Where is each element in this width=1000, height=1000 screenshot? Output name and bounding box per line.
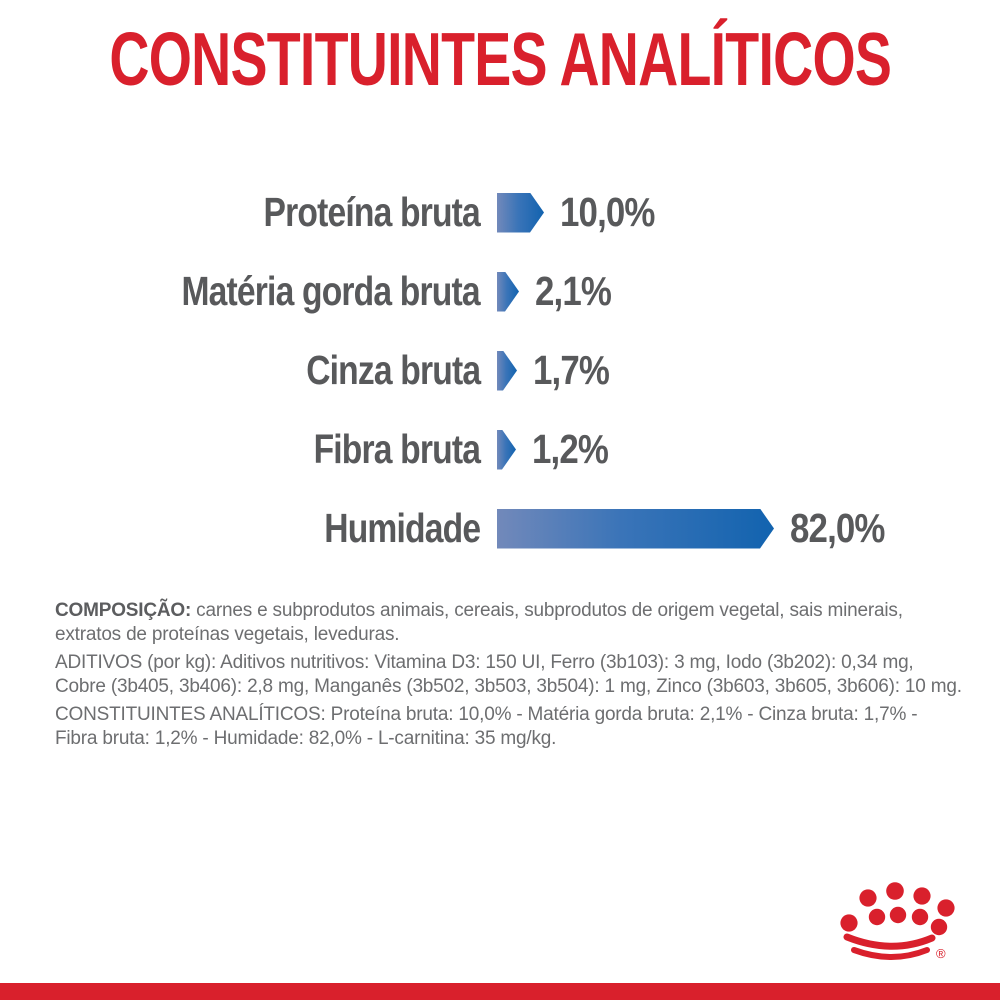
constituent-value: 2,1% <box>535 268 612 314</box>
chart-row <box>0 173 1000 252</box>
constituent-value: 1,2% <box>532 426 609 472</box>
constituent-label: Proteína bruta <box>263 189 480 235</box>
composition-paragraph <box>55 599 963 647</box>
constituents-bar-chart <box>0 173 1000 568</box>
additives-paragraph <box>55 651 963 699</box>
composition-label: COMPOSIÇÃO: <box>55 600 192 621</box>
ingredients-footnotes <box>55 599 963 755</box>
value-bar <box>497 272 519 312</box>
chart-row <box>0 489 1000 568</box>
page-title <box>0 17 1000 101</box>
value-bar <box>497 351 517 391</box>
value-bar <box>497 430 516 470</box>
constituent-label: Cinza bruta <box>305 347 480 393</box>
composition-text: carnes e subprodutos animais, cereais, subprodutos de origem vegetal, sais minerais, extratos de proteínas vegetais, leveduras. <box>55 600 903 645</box>
constituent-label: Humidade <box>324 505 480 551</box>
value-bar <box>497 193 544 233</box>
value-bar <box>497 509 774 549</box>
additives-text: ADITIVOS (por kg): Aditivos nutritivos: Vitamina D3: 150 UI, Ferro (3b103): 3 mg, Iodo (3b202): 0,34 mg, Cobre (3b405, 3b406): 2,8 mg, Manganês (3b502, 3b503, 3b504): 1 mg, Zinco (3b603, 3b605, 3b606): 10 mg. <box>55 652 962 697</box>
chart-row <box>0 331 1000 410</box>
analytical-constituents-title: CONSTITUINTES ANALÍTICOS <box>109 17 891 101</box>
constituent-value: 82,0% <box>790 505 885 551</box>
constituent-label: Matéria gorda bruta <box>181 268 480 314</box>
bottom-red-band <box>0 983 1000 1000</box>
chart-row <box>0 410 1000 489</box>
registered-trademark-symbol: ® <box>936 946 946 961</box>
chart-row <box>0 252 1000 331</box>
constituent-value: 1,7% <box>533 347 610 393</box>
constituent-label: Fibra bruta <box>313 426 480 472</box>
analytical-constituents-paragraph <box>55 703 963 751</box>
royal-canin-crown-icon <box>830 874 980 974</box>
analytical-constituents-text: CONSTITUINTES ANALÍTICOS: Proteína bruta: 10,0% - Matéria gorda bruta: 2,1% - Cinza bruta: 1,7% - Fibra bruta: 1,2% - Humidade: 82,0% - L-carnitina: 35 mg/kg. <box>55 704 918 749</box>
constituent-value: 10,0% <box>560 189 655 235</box>
